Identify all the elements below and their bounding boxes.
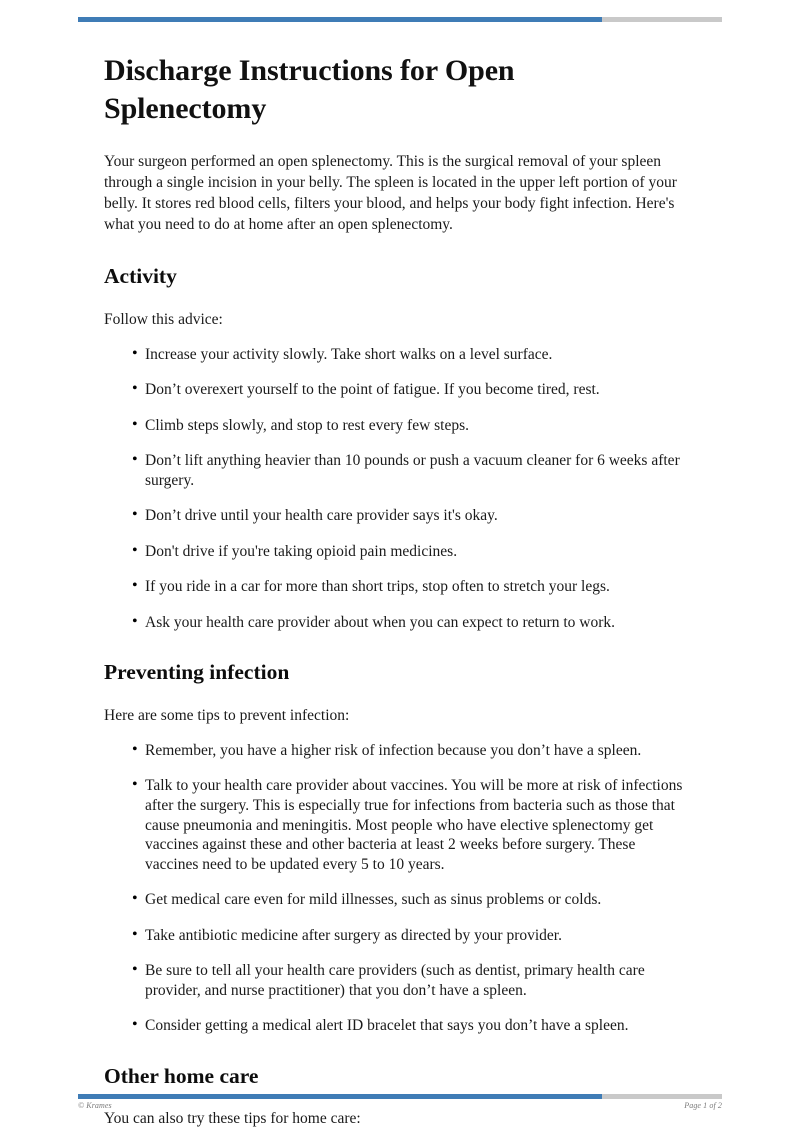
list-item: • Climb steps slowly, and stop to rest every few steps. xyxy=(104,416,684,436)
list-item: • Don't drive if you're taking opioid pain medicines. xyxy=(104,542,684,562)
document-content xyxy=(104,52,684,1130)
list-item: • Don’t drive until your health care provider says it's okay. xyxy=(104,506,684,526)
bullet-list-preventing-infection xyxy=(104,741,684,1036)
section-heading-other-home-care: Other home care xyxy=(104,1063,259,1088)
section-heading-preventing-infection: Preventing infection xyxy=(104,660,290,685)
list-item: • If you ride in a car for more than short trips, stop often to stretch your legs. xyxy=(104,577,684,597)
header-rule xyxy=(78,17,722,22)
list-item: • Don’t overexert yourself to the point of fatigue. If you become tired, rest. xyxy=(104,380,684,400)
intro-paragraph: Your surgeon performed an open splenectomy. This is the surgical removal of your spleen through a single incision in your belly. The spleen is located in the upper left portion of your belly. It stores red blood cells, filters your blood, and helps your body fight infection. Here's what you need to do at home after an open splenectomy. xyxy=(104,153,677,233)
section-lead-preventing-infection: Here are some tips to prevent infection: xyxy=(104,707,350,725)
footer-rule-blue-segment xyxy=(78,1094,602,1099)
section-lead-other-home-care: You can also try these tips for home care: xyxy=(104,1110,361,1128)
list-item: • Remember, you have a higher risk of infection because you don’t have a spleen. xyxy=(104,741,684,761)
list-item: • Don’t lift anything heavier than 10 pounds or push a vacuum cleaner for 6 weeks after surgery. xyxy=(104,451,684,490)
list-item: • Be sure to tell all your health care providers (such as dentist, primary health care provider, and nurse practitioner) that you don’t have a spleen. xyxy=(104,961,684,1000)
bullet-list-activity xyxy=(104,345,684,633)
list-item: • Talk to your health care provider about vaccines. You will be more at risk of infections after the surgery. This is especially true for infections from bacteria such as those that cause pneumonia and meningitis. Most people who have elective splenectomy get vaccines against these and other bacteria at least 2 weeks before surgery. These vaccines need to be updated every 5 to 10 years. xyxy=(104,776,684,874)
list-item: • Get medical care even for mild illnesses, such as sinus problems or colds. xyxy=(104,890,684,910)
page-title: Discharge Instructions for Open Splenectomy xyxy=(104,54,515,126)
section-lead-activity: Follow this advice: xyxy=(104,310,223,328)
footer-copyright: © Krames xyxy=(78,1101,112,1110)
footer-rule xyxy=(78,1094,722,1099)
footer xyxy=(78,1101,722,1110)
header-rule-blue-segment xyxy=(78,17,602,22)
list-item: • Take antibiotic medicine after surgery as directed by your provider. xyxy=(104,926,684,946)
list-item: • Consider getting a medical alert ID bracelet that says you don’t have a spleen. xyxy=(104,1016,684,1036)
header-rule-gray-segment xyxy=(602,17,722,22)
section-heading-activity: Activity xyxy=(104,263,177,288)
list-item: • Ask your health care provider about when you can expect to return to work. xyxy=(104,613,684,633)
footer-rule-gray-segment xyxy=(602,1094,722,1099)
list-item: • Increase your activity slowly. Take short walks on a level surface. xyxy=(104,345,684,365)
footer-page-number: Page 1 of 2 xyxy=(684,1101,722,1110)
